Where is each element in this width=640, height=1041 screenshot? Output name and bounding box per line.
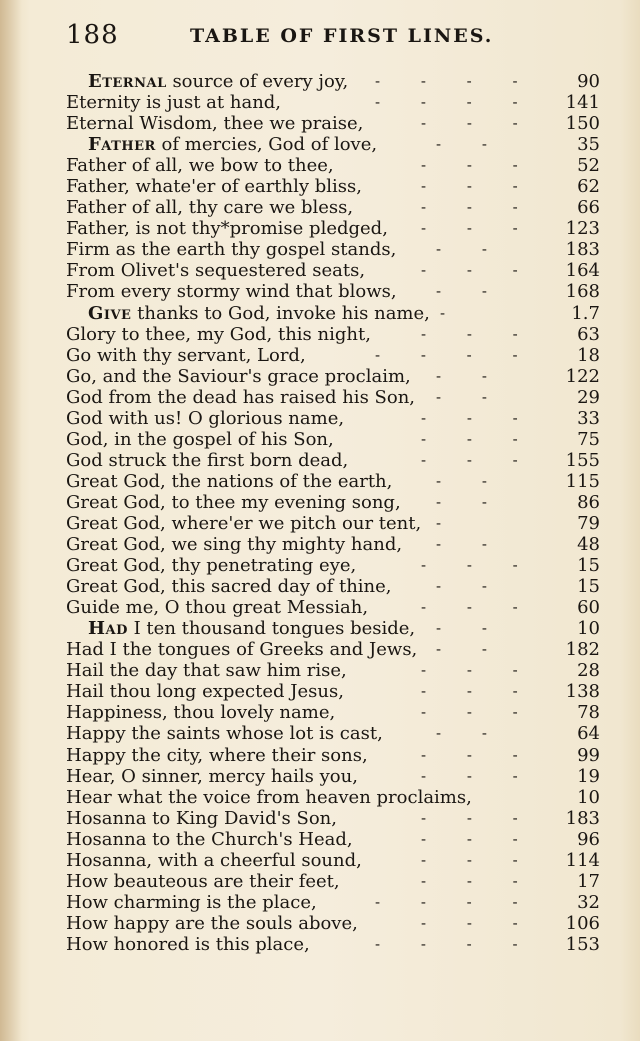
leader-dashes: - - - bbox=[421, 661, 536, 680]
first-line-rest: Hosanna to the Church's Head, bbox=[66, 828, 353, 850]
leader-dashes: - - - bbox=[421, 177, 536, 196]
first-line-text bbox=[66, 787, 472, 808]
hymn-number: 183 bbox=[565, 807, 600, 829]
first-line-rest: Firm as the earth thy gospel stands, bbox=[66, 239, 397, 261]
leader-dashes: - - - - bbox=[375, 934, 536, 953]
first-line-rest: thanks to God, invoke his name, bbox=[131, 302, 430, 324]
hymn-number: 18 bbox=[577, 344, 600, 366]
hymn-number: 63 bbox=[577, 323, 600, 345]
leader-dashes: - - - - bbox=[375, 72, 536, 90]
first-line-text bbox=[66, 366, 411, 387]
leader-dashes: - - bbox=[436, 724, 505, 743]
first-line-text bbox=[66, 450, 348, 471]
first-line-text bbox=[66, 260, 365, 281]
first-line-text bbox=[66, 745, 368, 766]
leader-dashes: - - - bbox=[421, 556, 536, 575]
first-line-rest: Great God, thy penetrating eye, bbox=[66, 555, 357, 577]
first-line-text bbox=[66, 892, 317, 913]
first-line-text bbox=[88, 303, 430, 324]
first-line-text bbox=[66, 808, 337, 829]
letter-section-lead-word: Give bbox=[88, 302, 132, 324]
hymn-number: 32 bbox=[577, 891, 600, 913]
first-line-text bbox=[88, 618, 415, 639]
list-item bbox=[66, 829, 606, 850]
leader-dashes: - - bbox=[436, 366, 505, 385]
hymn-number: 79 bbox=[577, 512, 600, 534]
first-line-text bbox=[66, 345, 306, 366]
leader-dashes: - - bbox=[436, 471, 505, 490]
first-line-text bbox=[66, 829, 353, 850]
hymn-number: 29 bbox=[577, 386, 600, 408]
hymn-number: 60 bbox=[577, 597, 600, 619]
first-line-rest: Guide me, O thou great Messiah, bbox=[66, 597, 369, 619]
list-item bbox=[66, 281, 606, 302]
list-item bbox=[66, 513, 606, 534]
hymn-number: 64 bbox=[577, 723, 600, 745]
first-line-text bbox=[66, 324, 371, 345]
first-line-rest: Great God, to thee my evening song, bbox=[66, 491, 401, 513]
list-item bbox=[66, 324, 606, 345]
hymn-number: 10 bbox=[577, 618, 600, 640]
list-item bbox=[66, 450, 606, 471]
first-line-text bbox=[66, 281, 397, 302]
list-item bbox=[66, 766, 606, 787]
list-item bbox=[66, 618, 606, 639]
first-line-rest: Happy the city, where their sons, bbox=[66, 744, 368, 766]
first-line-rest: God struck the first born dead, bbox=[66, 449, 349, 471]
leader-dashes: - - - bbox=[421, 682, 536, 701]
list-item bbox=[66, 471, 606, 492]
leader-dashes: - - - bbox=[421, 324, 536, 343]
list-item bbox=[66, 745, 606, 766]
list-item bbox=[66, 660, 606, 681]
first-line-rest: Great God, we sing thy mighty hand, bbox=[66, 534, 403, 556]
hymn-number: 52 bbox=[577, 155, 600, 177]
page-gutter-shadow bbox=[0, 0, 22, 1041]
first-line-rest: Hosanna to King David's Son, bbox=[66, 807, 337, 829]
hymn-number: 99 bbox=[577, 744, 600, 766]
first-line-text bbox=[66, 113, 363, 134]
hymn-number: 66 bbox=[577, 197, 600, 219]
first-line-text bbox=[66, 534, 402, 555]
list-item bbox=[66, 176, 606, 197]
list-item bbox=[66, 723, 606, 744]
first-line-text bbox=[88, 71, 348, 92]
list-item bbox=[66, 576, 606, 597]
hymn-number: 168 bbox=[565, 281, 600, 303]
first-line-text bbox=[66, 513, 421, 534]
first-line-text bbox=[66, 387, 415, 408]
list-item bbox=[66, 408, 606, 429]
list-item bbox=[66, 934, 606, 955]
leader-dashes: - - bbox=[436, 240, 505, 259]
leader-dashes: - - bbox=[436, 577, 505, 596]
first-line-rest: Hail thou long expected Jesus, bbox=[66, 681, 344, 703]
list-item bbox=[66, 892, 606, 913]
first-line-text bbox=[66, 913, 358, 934]
hymn-number: 150 bbox=[565, 113, 600, 135]
list-item bbox=[66, 387, 606, 408]
leader-dashes: - bbox=[440, 303, 464, 322]
leader-dashes: - - - - bbox=[375, 93, 536, 112]
hymn-number: 106 bbox=[565, 912, 600, 934]
leader-dashes: - - - bbox=[421, 850, 536, 869]
hymn-number: 183 bbox=[565, 239, 600, 261]
hymn-number: 141 bbox=[565, 92, 600, 114]
first-line-text bbox=[66, 934, 310, 955]
list-item bbox=[66, 808, 606, 829]
list-item bbox=[66, 366, 606, 387]
first-line-rest: Hear what the voice from heaven proclaims, bbox=[66, 786, 472, 808]
hymn-number: 115 bbox=[565, 470, 600, 492]
first-line-text bbox=[66, 597, 368, 618]
hymn-number: 17 bbox=[577, 870, 600, 892]
hymn-number: 114 bbox=[565, 849, 600, 871]
leader-dashes: - bbox=[436, 513, 460, 532]
leader-dashes: - - - bbox=[421, 745, 536, 764]
leader-dashes: - - - bbox=[421, 261, 536, 280]
first-line-text bbox=[66, 639, 417, 660]
first-line-rest: source of every joy, bbox=[166, 71, 349, 92]
first-line-rest: From every stormy wind that blows, bbox=[66, 281, 397, 303]
hymn-number: 15 bbox=[577, 555, 600, 577]
first-line-rest: How beauteous are their feet, bbox=[66, 870, 340, 892]
first-line-rest: Go, and the Saviour's grace proclaim, bbox=[66, 365, 411, 387]
list-item bbox=[66, 534, 606, 555]
letter-section-lead-word: Father bbox=[88, 134, 156, 156]
leader-dashes: - - - bbox=[421, 450, 536, 469]
first-line-rest: Go with thy servant, Lord, bbox=[66, 344, 306, 366]
leader-dashes: - - bbox=[436, 619, 505, 638]
leader-dashes: - - - bbox=[421, 198, 536, 217]
first-line-text bbox=[66, 702, 335, 723]
list-item bbox=[66, 555, 606, 576]
leader-dashes: - - - bbox=[421, 156, 536, 175]
hymn-number: 62 bbox=[577, 176, 600, 198]
first-line-rest: Great God, this sacred day of thine, bbox=[66, 576, 392, 598]
leader-dashes: - - - bbox=[421, 913, 536, 932]
list-item bbox=[66, 134, 606, 155]
first-line-rest: Father of all, we bow to thee, bbox=[66, 155, 334, 177]
hymn-number: 155 bbox=[565, 449, 600, 471]
first-line-rest: Eternity is just at hand, bbox=[66, 92, 282, 114]
letter-section-lead-word: Had bbox=[88, 618, 128, 640]
first-line-rest: God from the dead has raised his Son, bbox=[66, 386, 416, 408]
list-item bbox=[66, 345, 606, 366]
hymn-number: 10 bbox=[577, 786, 600, 808]
list-item bbox=[66, 155, 606, 176]
hymn-number: 48 bbox=[577, 534, 600, 556]
hymn-number: 153 bbox=[565, 933, 600, 955]
first-line-text bbox=[66, 218, 388, 239]
list-item bbox=[66, 218, 606, 239]
hymn-number: 138 bbox=[565, 681, 600, 703]
hymn-number: 90 bbox=[577, 71, 600, 92]
letter-section-lead-word: Eternal bbox=[88, 71, 167, 92]
leader-dashes: - - - bbox=[421, 429, 536, 448]
first-line-text bbox=[88, 134, 377, 155]
hymn-number: 28 bbox=[577, 660, 600, 682]
first-line-text bbox=[66, 197, 353, 218]
leader-dashes: - - bbox=[436, 535, 505, 554]
first-line-text bbox=[66, 850, 362, 871]
first-line-rest: Happy the saints whose lot is cast, bbox=[66, 723, 383, 745]
first-line-rest: Hosanna, with a cheerful sound, bbox=[66, 849, 362, 871]
hymn-number: 33 bbox=[577, 407, 600, 429]
list-item bbox=[66, 303, 606, 324]
first-line-text bbox=[66, 176, 362, 197]
leader-dashes: - - - bbox=[421, 871, 536, 890]
leader-dashes: - - - bbox=[421, 829, 536, 848]
first-line-rest: God with us! O glorious name, bbox=[66, 407, 345, 429]
leader-dashes: - - - bbox=[421, 219, 536, 238]
first-line-rest: How honored is this place, bbox=[66, 933, 310, 955]
first-line-text bbox=[66, 492, 401, 513]
first-line-rest: Eternal Wisdom, thee we praise, bbox=[66, 113, 364, 135]
first-line-rest: Hail the day that saw him rise, bbox=[66, 660, 347, 682]
hymn-number: 15 bbox=[577, 576, 600, 598]
leader-dashes: - - bbox=[436, 135, 505, 154]
hymn-number: 19 bbox=[577, 765, 600, 787]
first-line-rest: Great God, the nations of the earth, bbox=[66, 470, 393, 492]
hymn-number: 164 bbox=[565, 260, 600, 282]
first-line-text bbox=[66, 471, 392, 492]
leader-dashes: - - - bbox=[421, 114, 536, 133]
first-line-text bbox=[66, 555, 356, 576]
first-line-rest: God, in the gospel of his Son, bbox=[66, 428, 334, 450]
list-item bbox=[66, 871, 606, 892]
leader-dashes: - - - - bbox=[375, 345, 536, 364]
first-line-rest: Had I the tongues of Greeks and Jews, bbox=[66, 639, 418, 661]
leader-dashes: - - bbox=[436, 492, 505, 511]
hymn-number: 182 bbox=[565, 639, 600, 661]
leader-dashes: - - - bbox=[421, 408, 536, 427]
first-line-text bbox=[66, 681, 344, 702]
first-line-text bbox=[66, 429, 334, 450]
first-line-rest: Father, is not thy*promise pledged, bbox=[66, 218, 388, 240]
list-item bbox=[66, 702, 606, 723]
list-item bbox=[66, 597, 606, 618]
leader-dashes: - - bbox=[436, 282, 505, 301]
hymn-number: 75 bbox=[577, 428, 600, 450]
list-item bbox=[66, 92, 606, 113]
first-line-rest: Father, whate'er of earthly bliss, bbox=[66, 176, 363, 198]
first-line-rest: Happiness, thou lovely name, bbox=[66, 702, 336, 724]
list-item bbox=[66, 681, 606, 702]
first-line-rest: of mercies, God of love, bbox=[155, 134, 378, 156]
leader-dashes: - - - bbox=[421, 598, 536, 617]
hymn-number: 1.7 bbox=[571, 302, 600, 324]
hymn-number: 123 bbox=[565, 218, 600, 240]
first-line-text bbox=[66, 239, 396, 260]
page-header bbox=[66, 20, 606, 54]
leader-dashes: - - bbox=[436, 640, 505, 659]
page-number: 188 bbox=[66, 20, 119, 50]
first-line-rest: Hear, O sinner, mercy hails you, bbox=[66, 765, 358, 787]
hymn-number: 35 bbox=[577, 134, 600, 156]
list-item bbox=[66, 429, 606, 450]
list-item bbox=[66, 197, 606, 218]
first-line-rest: Great God, where'er we pitch our tent, bbox=[66, 512, 422, 534]
first-line-text bbox=[66, 723, 383, 744]
first-line-text bbox=[66, 871, 340, 892]
list-item bbox=[66, 260, 606, 281]
first-line-text bbox=[66, 766, 358, 787]
list-item bbox=[66, 913, 606, 934]
list-item bbox=[66, 850, 606, 871]
leader-dashes: - - bbox=[436, 387, 505, 406]
first-line-rest: How charming is the place, bbox=[66, 891, 317, 913]
hymn-number: 86 bbox=[577, 491, 600, 513]
first-line-rest: From Olivet's sequestered seats, bbox=[66, 260, 366, 282]
hymn-number: 96 bbox=[577, 828, 600, 850]
first-line-rest: Father of all, thy care we bless, bbox=[66, 197, 354, 219]
first-line-text bbox=[66, 576, 392, 597]
leader-dashes: - - - bbox=[421, 703, 536, 722]
leader-dashes: - - - - bbox=[375, 892, 536, 911]
list-item bbox=[66, 239, 606, 260]
first-line-text bbox=[66, 92, 281, 113]
first-lines-list bbox=[66, 71, 606, 955]
first-line-rest: How happy are the souls above, bbox=[66, 912, 358, 934]
list-item bbox=[66, 787, 606, 808]
hymn-number: 78 bbox=[577, 702, 600, 724]
first-line-rest: I ten thousand tongues beside, bbox=[127, 618, 416, 640]
list-item bbox=[66, 71, 606, 92]
hymn-number: 122 bbox=[565, 365, 600, 387]
leader-dashes: - - - bbox=[421, 766, 536, 785]
list-item bbox=[66, 113, 606, 134]
leader-dashes: - - - bbox=[421, 808, 536, 827]
running-title: TABLE OF FIRST LINES. bbox=[190, 25, 494, 47]
list-item bbox=[66, 639, 606, 660]
list-item bbox=[66, 492, 606, 513]
first-line-text bbox=[66, 660, 347, 681]
first-line-rest: Glory to thee, my God, this night, bbox=[66, 323, 371, 345]
first-line-text bbox=[66, 408, 344, 429]
first-line-text bbox=[66, 155, 334, 176]
